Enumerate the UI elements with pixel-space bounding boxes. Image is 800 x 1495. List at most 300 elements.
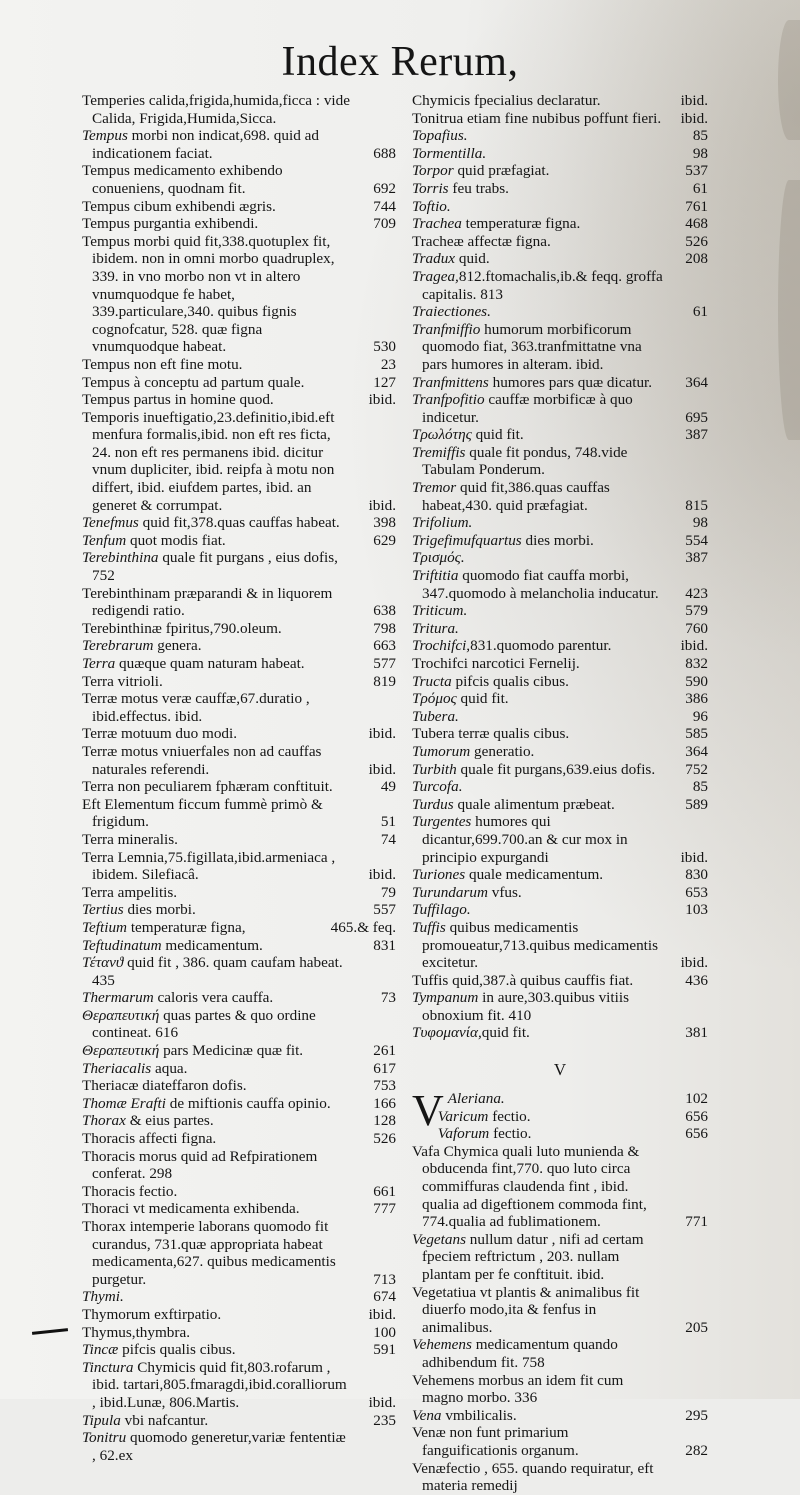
entry-text: Vafa Chymica quali luto munienda & obducenda fint,770. quo luto circa commiffuras claudenda fint , ibid. qualia ad digeftionem commoda fint, 774.qualia ad fublimationem. (412, 1142, 647, 1231)
page-reference: 638 (373, 602, 396, 620)
entry-text: Eft Elementum ficcum fummè primò & frigidum. (82, 795, 323, 831)
page-reference: ibid. (680, 954, 708, 972)
page-reference: 261 (373, 1042, 396, 1060)
entry-text: Tempus medicamento exhibendo conueniens, quodnam fit. (82, 162, 283, 197)
index-entry (82, 233, 396, 356)
entry-headword: Tenefmus (82, 514, 139, 532)
page-reference: 771 (685, 1213, 708, 1231)
index-entry (82, 1183, 396, 1201)
page-reference: ibid. (680, 109, 708, 127)
page-reference: 798 (373, 619, 396, 637)
page-reference: 381 (685, 1024, 708, 1042)
entry-text: quomodo generetur,variæ fententiæ , 62.ex (92, 1429, 346, 1464)
entry-headword: Tympanum (412, 989, 479, 1007)
page-reference: 85 (692, 778, 708, 796)
page-reference: 387 (685, 549, 708, 567)
entry-headword: Trigefimufquartus (412, 531, 522, 549)
page-reference: 815 (685, 496, 708, 514)
index-entry (82, 1042, 396, 1060)
page-reference: ibid. (680, 92, 708, 109)
entry-text: pifcis qualis cibus. (451, 672, 569, 690)
page-reference: 577 (373, 655, 396, 672)
entry-headword: Tranfpofitio (412, 391, 485, 409)
page-reference: 74 (380, 830, 396, 848)
section-heading-v: V (553, 1060, 567, 1080)
entry-text: Temperies calida,frigida,humida,ficca : vide Calida, Frigida,Humida,Sicca. (82, 92, 350, 127)
index-entry (82, 1412, 396, 1430)
index-entry (82, 1130, 396, 1148)
entry-text: quale medicamentum. (465, 866, 604, 884)
index-entry (412, 1125, 708, 1143)
entry-text: Chymicis fpecialius declaratur. (412, 92, 601, 109)
entry-headword: Terebinthina (82, 549, 159, 567)
page-reference: 282 (685, 1441, 708, 1459)
entry-headword: Τρωλότης (412, 426, 472, 444)
page-reference: 98 (692, 144, 708, 162)
entry-text: quæque quam naturam habeat. (115, 655, 305, 672)
index-entry (82, 796, 396, 831)
entry-text: pars Medicinæ quæ fit. (159, 1042, 304, 1060)
entry-text: fectio. (488, 1107, 531, 1125)
index-entry (412, 620, 708, 638)
entry-headword: Terra (82, 655, 116, 672)
entry-headword: Τυφομανία, (412, 1024, 482, 1042)
entry-text: temperaturæ figna, (127, 918, 246, 936)
page-reference: 777 (373, 1200, 396, 1218)
index-entry (82, 391, 396, 409)
page-reference: 656 (685, 1125, 708, 1143)
page-reference: 674 (373, 1288, 396, 1306)
page-reference: 49 (380, 778, 396, 796)
entry-text: quid fit. (456, 690, 509, 708)
entry-text: Terra Lemnia,75.figillata,ibid.armeniaca , ibidem. Silefiacâ. (82, 848, 336, 884)
index-entry (412, 778, 708, 796)
entry-text: vmbilicalis. (441, 1406, 517, 1424)
index-entry (412, 567, 708, 602)
entry-text: Terræ motus vniuerfales non ad cauffas naturales referendi. (82, 742, 322, 778)
entry-text: vfus. (487, 883, 522, 901)
entry-text: medicamentum quando adhibendum fit. 758 (422, 1336, 618, 1371)
page-reference: ibid. (368, 760, 396, 778)
page-reference: 436 (685, 971, 708, 989)
entry-text: Terra mineralis. (82, 830, 178, 848)
page-reference: 653 (685, 883, 708, 901)
entry-text: quale alimentum præbeat. (453, 795, 615, 813)
entry-headword: Thermarum (82, 989, 154, 1007)
entry-text: Trochifci narcotici Fernelij. (412, 655, 580, 672)
page-reference: ibid. (368, 725, 396, 743)
index-entry (412, 374, 708, 392)
page-reference: 661 (373, 1182, 396, 1200)
entry-headword: Thymi. (82, 1288, 124, 1306)
page-reference: 51 (380, 813, 396, 831)
entry-text: Tuffis quid,387.à quibus cauffis fiat. (412, 971, 634, 989)
page-reference: 554 (685, 531, 708, 549)
page-reference: 526 (373, 1130, 396, 1148)
entry-text: generatio. (470, 742, 535, 760)
entry-text: quid fit. (471, 426, 524, 444)
page-reference: 73 (380, 989, 396, 1007)
index-entry (412, 919, 708, 972)
entry-text: 812.ftomachalis,ib.& feqq. groffa capitalis. 813 (422, 267, 663, 303)
margin-pen-mark (32, 1328, 68, 1335)
page-reference: 589 (685, 795, 708, 813)
page-reference: 617 (373, 1059, 396, 1077)
index-entry (412, 215, 708, 233)
index-entry (412, 268, 708, 303)
entry-headword: Tremor (412, 479, 457, 497)
index-entry (82, 1341, 396, 1359)
page-reference: 103 (685, 901, 708, 919)
entry-text: Terra non peculiarem fphæram conftituit. (82, 778, 333, 796)
entry-text: Thoraci vt medicamenta exhibenda. (82, 1200, 300, 1218)
entry-text: quas partes & quo ordine contineat. 616 (92, 1006, 316, 1042)
right-entries (412, 92, 708, 1042)
index-entry (82, 1306, 396, 1324)
index-entry (412, 162, 708, 180)
entry-text: Tempus morbi quid fit,338.quotuplex fit, ibidem. non in omni morbo quadruplex, 339. in vno morbo non vt in altero vnumquodque fe habet, 339.particulare,340. quibus fignis cognofcatur, 528. quæ figna vnumquodque habeat. (82, 232, 335, 356)
entry-headword: Τρισμός. (412, 549, 465, 567)
page-reference: 364 (685, 373, 708, 391)
index-entry (82, 409, 396, 515)
page-reference: 591 (373, 1341, 396, 1359)
entry-headword: Tranfmiffio (412, 320, 481, 338)
index-entry (412, 884, 708, 902)
index-entry (82, 637, 396, 655)
page-reference: 208 (685, 250, 708, 268)
page-reference: 832 (685, 655, 708, 672)
entry-headword: Aleriana. (447, 1090, 505, 1108)
entry-headword: Torris (412, 179, 449, 197)
page-reference: ibid. (680, 848, 708, 866)
index-entry (82, 919, 396, 937)
entry-headword: Turbith (412, 760, 457, 778)
page-reference: 688 (373, 144, 396, 162)
index-entry (82, 1429, 396, 1464)
entry-text: vbi nafcantur. (120, 1411, 209, 1429)
index-entry (82, 849, 396, 884)
index-entry (412, 708, 708, 726)
entry-text: quale fit purgans,639.eius dofis. (456, 760, 656, 778)
index-entry (82, 127, 396, 162)
index-entry (412, 180, 708, 198)
entry-text: Terebinthinæ fpiritus,790.oleum. (82, 619, 282, 637)
page-reference: 692 (373, 179, 396, 197)
page-reference: 585 (685, 725, 708, 743)
index-entry (412, 725, 708, 743)
entry-headword: Tructa (412, 672, 452, 690)
index-entry (412, 145, 708, 163)
entry-text: genera. (153, 637, 202, 655)
index-entry (82, 215, 396, 233)
entry-headword: Teftudinatum (82, 936, 162, 954)
entry-text: Tempus cibum exhibendi ægris. (82, 197, 276, 215)
index-entry (82, 514, 396, 532)
index-entry (82, 778, 396, 796)
page-reference: 752 (685, 760, 708, 778)
entry-headword: Turdus (412, 795, 454, 813)
page-reference: 590 (685, 672, 708, 690)
page-reference: ibid. (368, 496, 396, 514)
index-entry (412, 479, 708, 514)
entry-headword: Trachea (412, 215, 462, 233)
entry-headword: Tritura. (412, 619, 459, 637)
entry-text: humorum morbificorum quomodo fiat, 363.tranfmittatne vna pars humores in alteram. ibid. (422, 320, 642, 373)
entry-text: Vegetatiua vt plantis & animalibus fit diuerfo modo,ita & fenfus in animalibus. (412, 1283, 640, 1336)
index-entry (412, 250, 708, 268)
page-reference: 61 (692, 179, 708, 197)
page-reference: 23 (380, 355, 396, 373)
index-entry (412, 444, 708, 479)
entry-headword: Θεραπευτική (82, 1006, 160, 1024)
entry-text: quale fit purgans , eius dofis, 752 (92, 549, 338, 585)
entry-text: Thymorum exftirpatio. (82, 1305, 222, 1323)
entry-text: Tempus à conceptu ad partum quale. (82, 373, 305, 391)
index-entry (412, 866, 708, 884)
entry-text: quid fit,378.quas cauffas habeat. (138, 514, 340, 532)
entry-text: fectio. (489, 1125, 532, 1143)
page-reference: 819 (373, 672, 396, 690)
index-entry (412, 690, 708, 708)
entry-text: Tubera terræ qualis cibus. (412, 725, 570, 743)
page-reference: 761 (685, 197, 708, 215)
page-title: Index Rerum, (281, 39, 519, 85)
entry-text: dies morbi. (123, 901, 196, 919)
entry-headword: Tonitru (82, 1429, 127, 1447)
entry-headword: Tranfmittens (412, 373, 489, 391)
index-entry (412, 321, 708, 374)
entry-text: Thoracis affecti figna. (82, 1130, 217, 1148)
entry-headword: Tipula (82, 1411, 121, 1429)
page-reference: 102 (685, 1090, 708, 1108)
entry-text: Tonitrua etiam fine nubibus poffunt fieri. (412, 109, 662, 127)
entry-headword: Tuffilago. (412, 901, 471, 919)
page-reference: ibid. (368, 866, 396, 884)
page-reference: 557 (373, 901, 396, 919)
entry-text: temperaturæ figna. (461, 215, 581, 233)
entry-text: humores qui dicantur,699.700.an & cur mox in principio expurgandi (422, 813, 628, 866)
entry-headword: Tenfum (82, 531, 127, 549)
index-entry (82, 585, 396, 620)
page-reference: 713 (373, 1270, 396, 1288)
entry-headword: Thomæ Erafti (82, 1094, 166, 1112)
index-entry (82, 884, 396, 902)
entry-text: quid fit , 386. quam caufam habeat. 435 (92, 954, 343, 989)
index-entry (82, 92, 396, 127)
index-entry (82, 1288, 396, 1306)
page-reference: 695 (685, 408, 708, 426)
entry-text: quale fit pondus, 748.vide Tabulam Ponderum. (422, 443, 628, 479)
index-entry (82, 831, 396, 849)
entry-text: Venæ non funt primarium fanguificationis organum. (412, 1424, 579, 1459)
index-entry (412, 813, 708, 866)
entry-headword: Toftio. (412, 197, 451, 215)
index-entry (82, 1095, 396, 1113)
page-reference: 398 (373, 514, 396, 532)
entry-text: Terræ motuum duo modi. (82, 725, 238, 743)
entry-text: de miftionis cauffa opinio. (165, 1094, 331, 1112)
index-entry (412, 426, 708, 444)
entry-headword: Turundarum (412, 883, 488, 901)
entry-headword: Topafius. (412, 127, 468, 145)
page-reference: 526 (685, 232, 708, 250)
page-reference: 127 (373, 373, 396, 391)
entry-text: Thoracis fectio. (82, 1182, 178, 1200)
index-entry (82, 374, 396, 392)
entry-headword: Triftitia (412, 567, 459, 585)
entry-text: quid præfagiat. (453, 162, 550, 180)
entry-headword: Tragea, (412, 267, 459, 285)
index-entry (412, 127, 708, 145)
index-entry (412, 972, 708, 990)
page-reference: 205 (685, 1318, 708, 1336)
entry-headword: Theriacalis (82, 1059, 152, 1077)
index-entry (412, 989, 708, 1024)
page-reference: 831 (373, 936, 396, 954)
entry-text: quid fit. (481, 1024, 530, 1042)
entry-headword: Tempus (82, 127, 128, 145)
entry-headword: Thorax (82, 1112, 126, 1130)
paper-stain (778, 180, 800, 440)
entry-text: Tracheæ affectæ figna. (412, 232, 551, 250)
entry-text: Thoracis morus quid ad Refpirationem conferat. 298 (82, 1147, 318, 1183)
index-entry (82, 1218, 396, 1288)
entry-headword: Tremiffis (412, 443, 466, 461)
page-reference: 744 (373, 197, 396, 215)
index-entry (82, 620, 396, 638)
entry-headword: Tormentilla. (412, 144, 487, 162)
entry-text: quot modis fiat. (126, 531, 226, 549)
entry-text: morbi non indicat,698. quid ad indicationem faciat. (92, 127, 319, 162)
entry-text: Tempus non eft fine motu. (82, 355, 243, 373)
page-reference: 364 (685, 742, 708, 760)
entry-headword: Terebrarum (82, 637, 154, 655)
entry-text: quomodo fiat cauffa morbi, 347.quomodo à melancholia inducatur. (422, 567, 659, 602)
entry-text: & eius partes. (125, 1112, 214, 1130)
index-entry (412, 198, 708, 216)
page-reference: 830 (685, 866, 708, 884)
entry-headword: Vehemens (412, 1336, 472, 1354)
page-reference: 530 (373, 338, 396, 356)
index-entry (412, 796, 708, 814)
index-entry (412, 1407, 708, 1425)
right-column (412, 92, 708, 1495)
entry-text: Terræ motus veræ cauffæ,67.duratio , ibid.effectus. ibid. (82, 690, 310, 725)
index-entry (82, 690, 396, 725)
index-entry (82, 198, 396, 216)
index-entry (82, 901, 396, 919)
entry-headword: Tumorum (412, 742, 471, 760)
entry-text: Thymus,thymbra. (82, 1323, 190, 1341)
entry-text: Chymicis quid fit,803.rofarum , ibid. tartari,805.fmaragdi,ibid.coralliorum , ibid.Lunæ, 806.Martis. (92, 1358, 347, 1411)
index-entry (412, 1372, 708, 1407)
index-entry (82, 1060, 396, 1078)
page-reference: 629 (373, 531, 396, 549)
entry-text: quid fit,386.quas cauffas habeat,430. quid præfagiat. (422, 479, 610, 514)
entry-headword: Tertius (82, 901, 124, 919)
entry-text: Terra vitrioli. (82, 672, 163, 690)
entry-headword: Trifolium. (412, 514, 473, 532)
drop-cap-letter: V (412, 1086, 444, 1136)
page-reference: 709 (373, 215, 396, 233)
page-reference: 98 (692, 514, 708, 532)
entry-text: quid. (455, 250, 490, 268)
entry-text: Temporis inueftigatio,23.definitio,ibid.eft menfura formalis,ibid. non eft res ficta, 24. non eft res permanens ibid. dicitur vnum dupliciter, ibid. reipfa à motu non differt, ibid. eiufdem partes, ibid. an generet & corrumpat. (82, 408, 335, 514)
entry-text: in aure,303.quibus vitiis obnoxium fit. 410 (422, 989, 629, 1024)
entry-headword: Tincæ (82, 1341, 119, 1359)
entry-text: Tempus purgantia exhibendi. (82, 215, 259, 233)
index-entry (82, 1007, 396, 1042)
entry-headword: Vaforum (437, 1125, 490, 1143)
index-entry (82, 1112, 396, 1130)
entry-text: feu trabs. (448, 179, 509, 197)
entry-text: humores pars quæ dicatur. (488, 373, 653, 391)
entry-headword: Turcofa. (412, 778, 463, 796)
index-entry (412, 901, 708, 919)
index-entry (82, 1077, 396, 1095)
index-entry (412, 1231, 708, 1284)
page-reference: 656 (685, 1107, 708, 1125)
entry-text: Tempus partus in homine quod. (82, 391, 274, 409)
index-entry (82, 725, 396, 743)
entry-text: cauffæ morbificæ à quo indicetur. (422, 391, 633, 426)
index-entry (412, 1108, 708, 1126)
index-entry (412, 514, 708, 532)
entry-text: aqua. (151, 1059, 188, 1077)
page-reference: 79 (380, 883, 396, 901)
page-reference: 753 (373, 1077, 396, 1095)
page-reference: ibid. (368, 1305, 396, 1323)
entry-headword: Θεραπευτική (82, 1042, 160, 1060)
index-entry (412, 391, 708, 426)
index-entry (82, 655, 396, 673)
index-entry (412, 549, 708, 567)
section-v-entries (412, 1086, 708, 1495)
index-entry (412, 637, 708, 655)
page-reference: 235 (373, 1411, 396, 1429)
page-reference: ibid. (680, 637, 708, 655)
index-entry (412, 1143, 708, 1231)
page-reference: 96 (692, 707, 708, 725)
index-entry (82, 1359, 396, 1412)
entry-text: Terebinthinam præparandi & in liquorem redigendi ratio. (82, 584, 333, 620)
index-entry (82, 989, 396, 1007)
entry-text: Terra ampelitis. (82, 883, 178, 901)
index-entry (412, 233, 708, 251)
entry-text: Vehemens morbus an idem fit cum magno morbo. 336 (412, 1371, 624, 1407)
page-reference: 85 (692, 127, 708, 145)
entry-text: dies morbi. (521, 531, 594, 549)
entry-headword: Τέτανϑ (82, 954, 124, 972)
index-entry (412, 532, 708, 550)
index-entry (412, 761, 708, 779)
entry-headword: Vegetans (412, 1230, 466, 1248)
entry-headword: Varicum (437, 1107, 489, 1125)
entry-headword: Triticum. (412, 602, 468, 620)
entry-headword: Trochifci, (412, 637, 471, 655)
entry-headword: Tubera. (412, 707, 459, 725)
page-reference: 61 (692, 303, 708, 321)
index-entry (412, 303, 708, 321)
index-entry (412, 673, 708, 691)
index-entry (412, 655, 708, 673)
index-entry (82, 937, 396, 955)
page-reference: ibid. (368, 1393, 396, 1411)
index-entry (412, 602, 708, 620)
entry-text: caloris vera cauffa. (153, 989, 274, 1007)
index-entry (82, 162, 396, 197)
entry-headword: Torpor (412, 162, 454, 180)
